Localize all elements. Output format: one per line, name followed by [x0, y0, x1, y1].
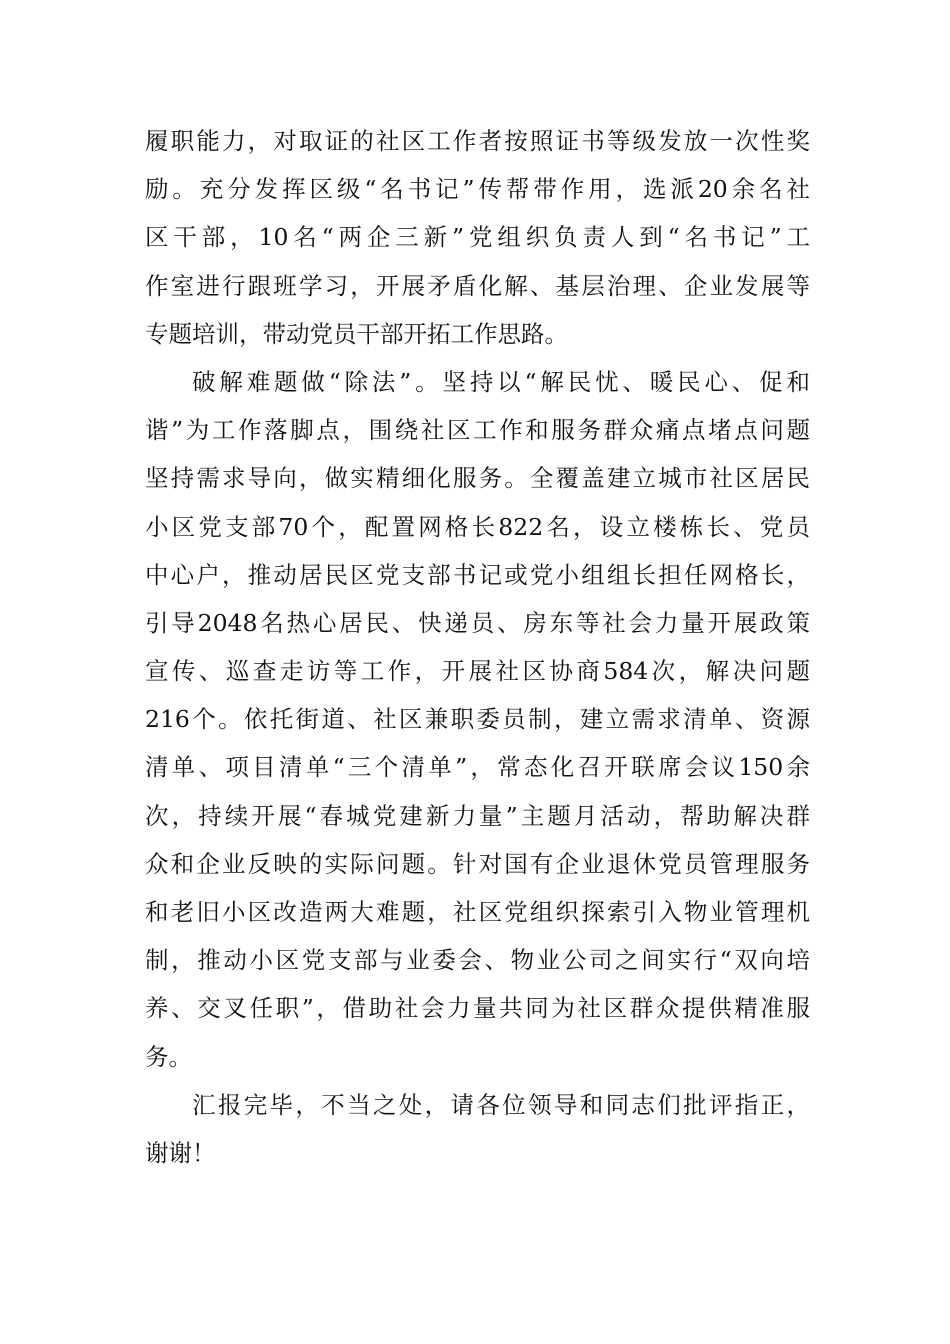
paragraph-line: 次，持续开展“春城党建新力量”主题月活动，帮助解决群: [145, 801, 810, 830]
paragraph-line: 清单、项目清单“三个清单”，常态化召开联席会议150余: [145, 753, 810, 782]
paragraph-line: 众和企业反映的实际问题。针对国有企业退休党员管理服务: [145, 849, 810, 878]
paragraph-line: 专题培训，带动党员干部开拓工作思路。: [145, 319, 568, 348]
paragraph-line: 和老旧小区改造两大难题，社区党组织探索引入物业管理机: [145, 898, 810, 926]
paragraph-line: 励。充分发挥区级“名书记”传帮带作用，选派20余名社: [145, 175, 810, 204]
paragraph-line: 务。: [145, 1042, 192, 1071]
paragraph-line: 小区党支部70个，配置网格长822名，设立楼栋长、党员: [145, 512, 810, 541]
paragraph-line: 制，推动小区党支部与业委会、物业公司之间实行“双向培: [145, 946, 810, 975]
paragraph-line: 谢谢！: [145, 1138, 216, 1167]
paragraph-line: 作室进行跟班学习，开展矛盾化解、基层治理、企业发展等: [145, 271, 810, 300]
paragraph-line: 履职能力，对取证的社区工作者按照证书等级发放一次性奖: [145, 127, 810, 155]
paragraph-line: 汇报完毕，不当之处，请各位领导和同志们批评指正，: [192, 1090, 810, 1119]
paragraph-line: 中心户，推动居民区党支部书记或党小组组长担任网格长，: [145, 560, 810, 589]
paragraph-line: 区干部，10名“两企三新”党组织负责人到“名书记”工: [145, 223, 810, 252]
paragraph-line: 坚持需求导向，做实精细化服务。全覆盖建立城市社区居民: [145, 464, 810, 493]
paragraph-line: 216个。依托街道、社区兼职委员制，建立需求清单、资源: [145, 705, 810, 734]
paragraph-line: 养、交叉任职”，借助社会力量共同为社区群众提供精准服: [145, 994, 810, 1023]
paragraph-line: 破解难题做“除法”。坚持以“解民忧、暖民心、促和: [192, 367, 810, 396]
paragraph-line: 宣传、巡查走访等工作，开展社区协商584次，解决问题: [145, 657, 810, 686]
paragraph-line: 引导2048名热心居民、快递员、房东等社会力量开展政策: [145, 608, 810, 637]
paragraph-line: 谐”为工作落脚点，围绕社区工作和服务群众痛点堵点问题: [145, 416, 810, 445]
document-body: [145, 117, 810, 1177]
